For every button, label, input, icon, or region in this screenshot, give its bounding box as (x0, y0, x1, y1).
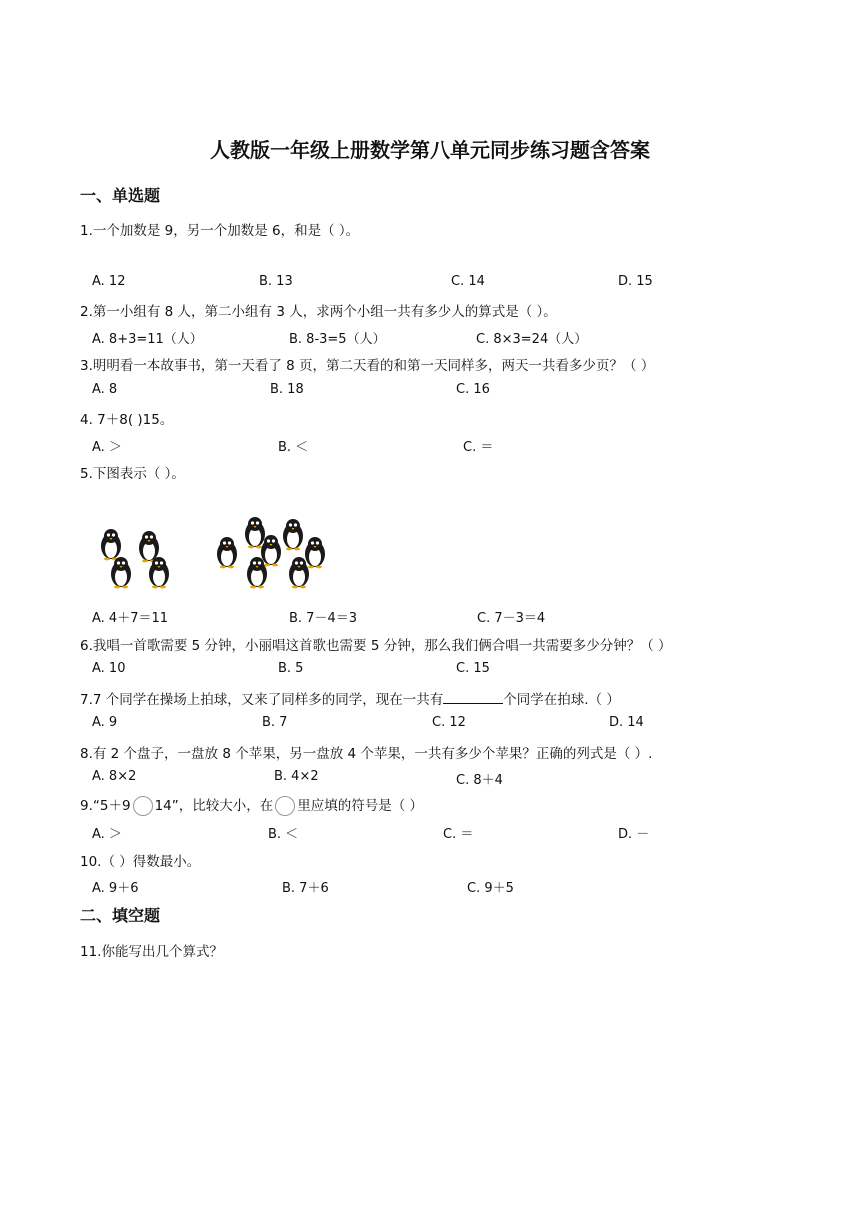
q7-option-d[interactable]: D. 14 (609, 715, 644, 730)
question-9-part-2: 14”，比较大小，在 (154, 798, 274, 814)
q6-option-c[interactable]: C. 15 (456, 661, 490, 676)
question-9-part-3: 里应填的符号是（ ） (297, 798, 424, 814)
q4-option-b[interactable]: B. ＜ (278, 440, 309, 455)
question-1: 1.一个加数是 9，另一个加数是 6，和是（ ）。 (80, 223, 360, 239)
q9-option-c[interactable]: C. ＝ (443, 827, 474, 842)
blank-circle[interactable] (133, 796, 153, 816)
q1-option-d[interactable]: D. 15 (618, 274, 653, 289)
question-7-text-start: 7.7 个同学在操场上拍球，又来了同样多的同学，现在一共有 (80, 692, 444, 708)
q4-option-a[interactable]: A. ＞ (92, 440, 122, 455)
question-8: 8.有 2 个盘子，一盘放 8 个苹果，另一盘放 4 个苹果，一共有多少个苹果？正确的列式是（ ）. (80, 746, 653, 762)
q2-option-a[interactable]: A. 8+3=11（人） (92, 332, 203, 347)
question-3: 3.明明看一本故事书，第一天看了 8 页，第二天看的和第一天同样多，两天一共看多少页？（ ） (80, 358, 655, 374)
q5-option-a[interactable]: A. 4＋7＝11 (92, 611, 169, 626)
question-9-part-1: 9.“5＋9 (80, 798, 131, 814)
penguin-group-svg (96, 515, 336, 595)
penguin-icon (101, 529, 121, 560)
q10-option-c[interactable]: C. 9＋5 (467, 881, 514, 896)
q9-option-b[interactable]: B. ＜ (268, 827, 299, 842)
question-7-text-end: 个同学在拍球.（ ） (503, 692, 620, 708)
q6-option-b[interactable]: B. 5 (278, 661, 304, 676)
q7-option-b[interactable]: B. 7 (262, 715, 288, 730)
q9-option-d[interactable]: D. － (618, 827, 650, 842)
penguin-figure (96, 515, 336, 595)
q1-option-c[interactable]: C. 14 (451, 274, 485, 289)
q8-option-b[interactable]: B. 4×2 (274, 769, 319, 784)
section-heading-single-choice: 一、单选题 (80, 186, 161, 205)
q2-option-b[interactable]: B. 8-3=5（人） (289, 332, 386, 347)
q3-option-a[interactable]: A. 8 (92, 382, 118, 397)
q4-option-c[interactable]: C. ＝ (463, 440, 494, 455)
q7-option-c[interactable]: C. 12 (432, 715, 466, 730)
penguin-icon (261, 535, 281, 566)
penguin-icon (111, 557, 131, 588)
q5-option-b[interactable]: B. 7－4＝3 (289, 611, 357, 626)
penguin-icon (283, 519, 303, 550)
question-6: 6.我唱一首歌需要 5 分钟，小丽唱这首歌也需要 5 分钟，那么我们俩合唱一共需要多少分钟？（ ） (80, 638, 672, 654)
q7-option-a[interactable]: A. 9 (92, 715, 118, 730)
section-heading-fill-blank: 二、填空题 (80, 906, 161, 925)
q6-option-a[interactable]: A. 10 (92, 661, 126, 676)
question-4: 4. 7＋8( )15。 (80, 412, 174, 428)
penguin-icon (305, 537, 325, 568)
q10-option-a[interactable]: A. 9＋6 (92, 881, 139, 896)
question-11: 11.你能写出几个算式？ (80, 944, 223, 960)
q2-option-c[interactable]: C. 8×3=24（人） (476, 332, 588, 347)
answer-blank[interactable] (443, 691, 503, 704)
q10-option-b[interactable]: B. 7＋6 (282, 881, 329, 896)
q8-option-a[interactable]: A. 8×2 (92, 769, 137, 784)
question-9 (80, 794, 423, 816)
question-7 (80, 688, 620, 708)
q3-option-b[interactable]: B. 18 (270, 382, 304, 397)
q5-option-c[interactable]: C. 7－3＝4 (477, 611, 546, 626)
penguin-icon (245, 517, 265, 548)
q3-option-c[interactable]: C. 16 (456, 382, 490, 397)
question-10: 10.（ ）得数最小。 (80, 854, 201, 870)
blank-circle[interactable] (275, 796, 295, 816)
penguin-icon (289, 557, 309, 588)
page-title: 人教版一年级上册数学第八单元同步练习题含答案 (210, 138, 650, 162)
penguin-icon (217, 537, 237, 568)
question-2: 2.第一小组有 8 人，第二小组有 3 人，求两个小组一共有多少人的算式是（ ）。 (80, 304, 557, 320)
q1-option-b[interactable]: B. 13 (259, 274, 293, 289)
q9-option-a[interactable]: A. ＞ (92, 827, 122, 842)
q8-option-c[interactable]: C. 8＋4 (456, 773, 503, 788)
q1-option-a[interactable]: A. 12 (92, 274, 126, 289)
penguin-icon (247, 557, 267, 588)
question-5: 5.下图表示（ ）。 (80, 466, 185, 482)
